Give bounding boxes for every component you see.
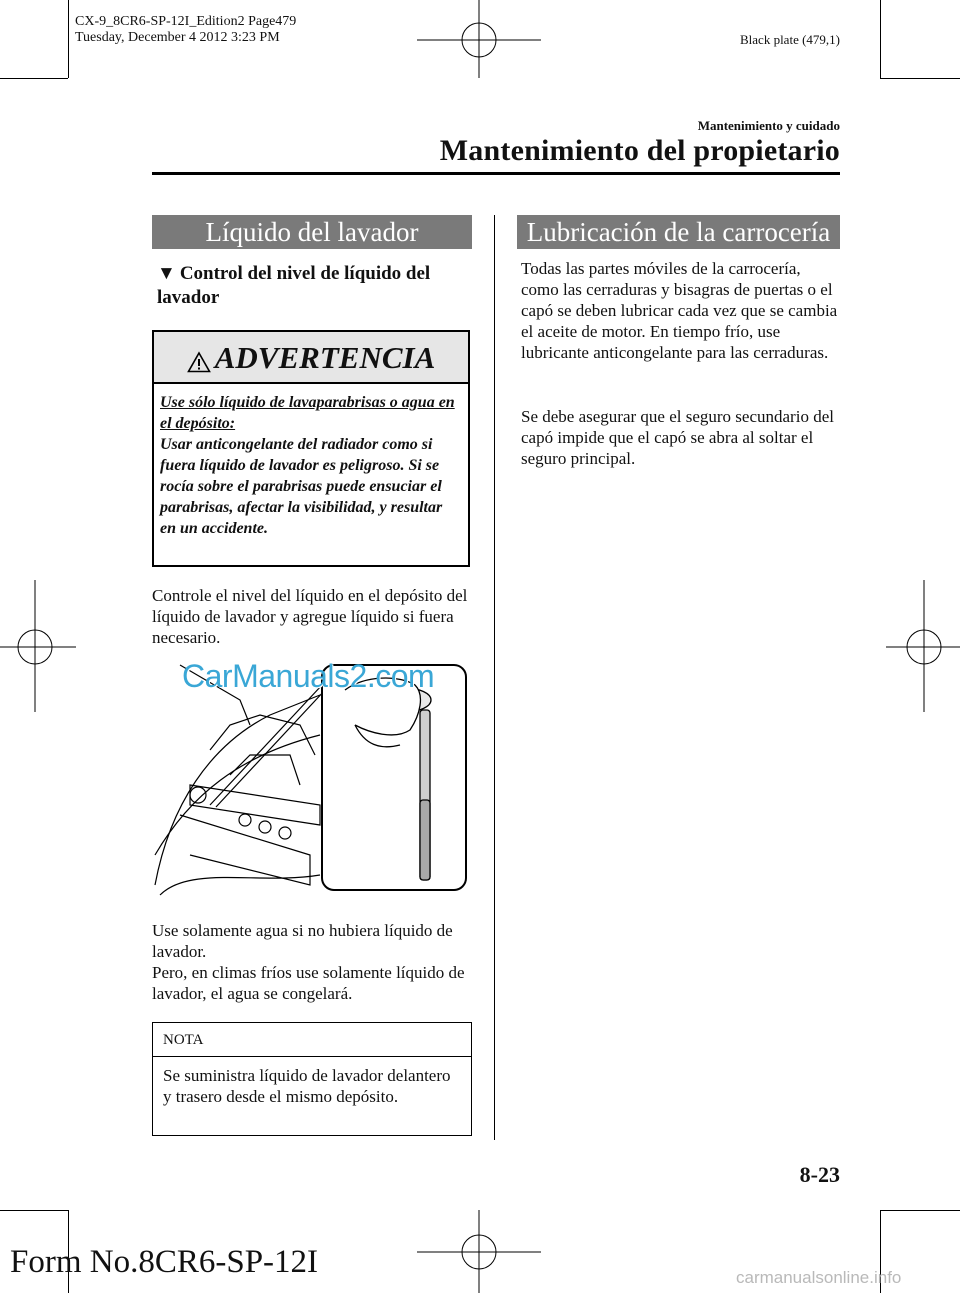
watermark-text: CarManuals2.com [182, 658, 435, 694]
page-title: Mantenimiento del propietario [439, 134, 840, 167]
paragraph-water-only: Use solamente agua si no hubiera líquido de lavador. [152, 921, 453, 961]
warning-header [154, 332, 468, 384]
warning-title: ADVERTENCIA [214, 340, 436, 375]
note-title: NOTA [153, 1023, 471, 1057]
washer-level-subheading [157, 262, 472, 310]
footer-site-watermark: carmanualsonline.info [736, 1268, 902, 1287]
washer-fluid-heading: Líquido del lavador [152, 215, 472, 249]
header-rule [152, 172, 840, 175]
note-body: Se suministra líquido de lavador delantero y trasero desde el mismo depósito. [163, 1066, 451, 1106]
print-meta-line1: CX-9_8CR6-SP-12I_Edition2 Page479 [75, 14, 297, 29]
paragraph-check-level: Controle el nivel del líquido en el depósito del líquido de lavador y agregue líquido si fuera necesario. [152, 586, 468, 647]
warning-box [152, 330, 470, 567]
column-divider [494, 215, 495, 1140]
subheading-text: Control del nivel de líquido del lavador [157, 263, 431, 308]
note-box [152, 1022, 472, 1136]
plate-label: Black plate (479,1) [740, 32, 840, 47]
subheading-marker: ▼ [157, 263, 176, 284]
warning-body [160, 392, 460, 539]
warning-triangle-icon [187, 351, 211, 378]
paragraph-lubrication: Todas las partes móviles de la carrocería, como las cerraduras y bisagras de puertas o el capó se deben lubricar cada vez que se cambia el aceite de motor. En tiempo frío, use lubricante anticongelante para las cerraduras. [521, 259, 838, 362]
paragraph-hood-latch: Se debe asegurar que el seguro secundario del capó impide que el capó se abra al soltar el seguro principal. [521, 407, 834, 468]
form-number: Form No.8CR6-SP-12I [10, 1244, 319, 1280]
warning-text: Usar anticongelante del radiador como si fuera líquido de lavador es peligroso. Si se rocía sobre el parabrisas puede ensuciar el parabrisas, afectar la visibilidad, y resultar en un accidente. [160, 436, 443, 537]
print-meta-line2: Tuesday, December 4 2012 3:23 PM [75, 30, 280, 45]
section-label: Mantenimiento y cuidado [697, 118, 840, 133]
warning-lead: Use sólo líquido de lavaparabrisas o agua en el depósito: [160, 394, 455, 432]
body-lubrication-heading: Lubricación de la carrocería [517, 215, 840, 249]
paragraph-cold-climate: Pero, en climas fríos use solamente líquido de lavador, el agua se congelará. [152, 963, 465, 1003]
page-number: 8-23 [799, 1162, 840, 1187]
